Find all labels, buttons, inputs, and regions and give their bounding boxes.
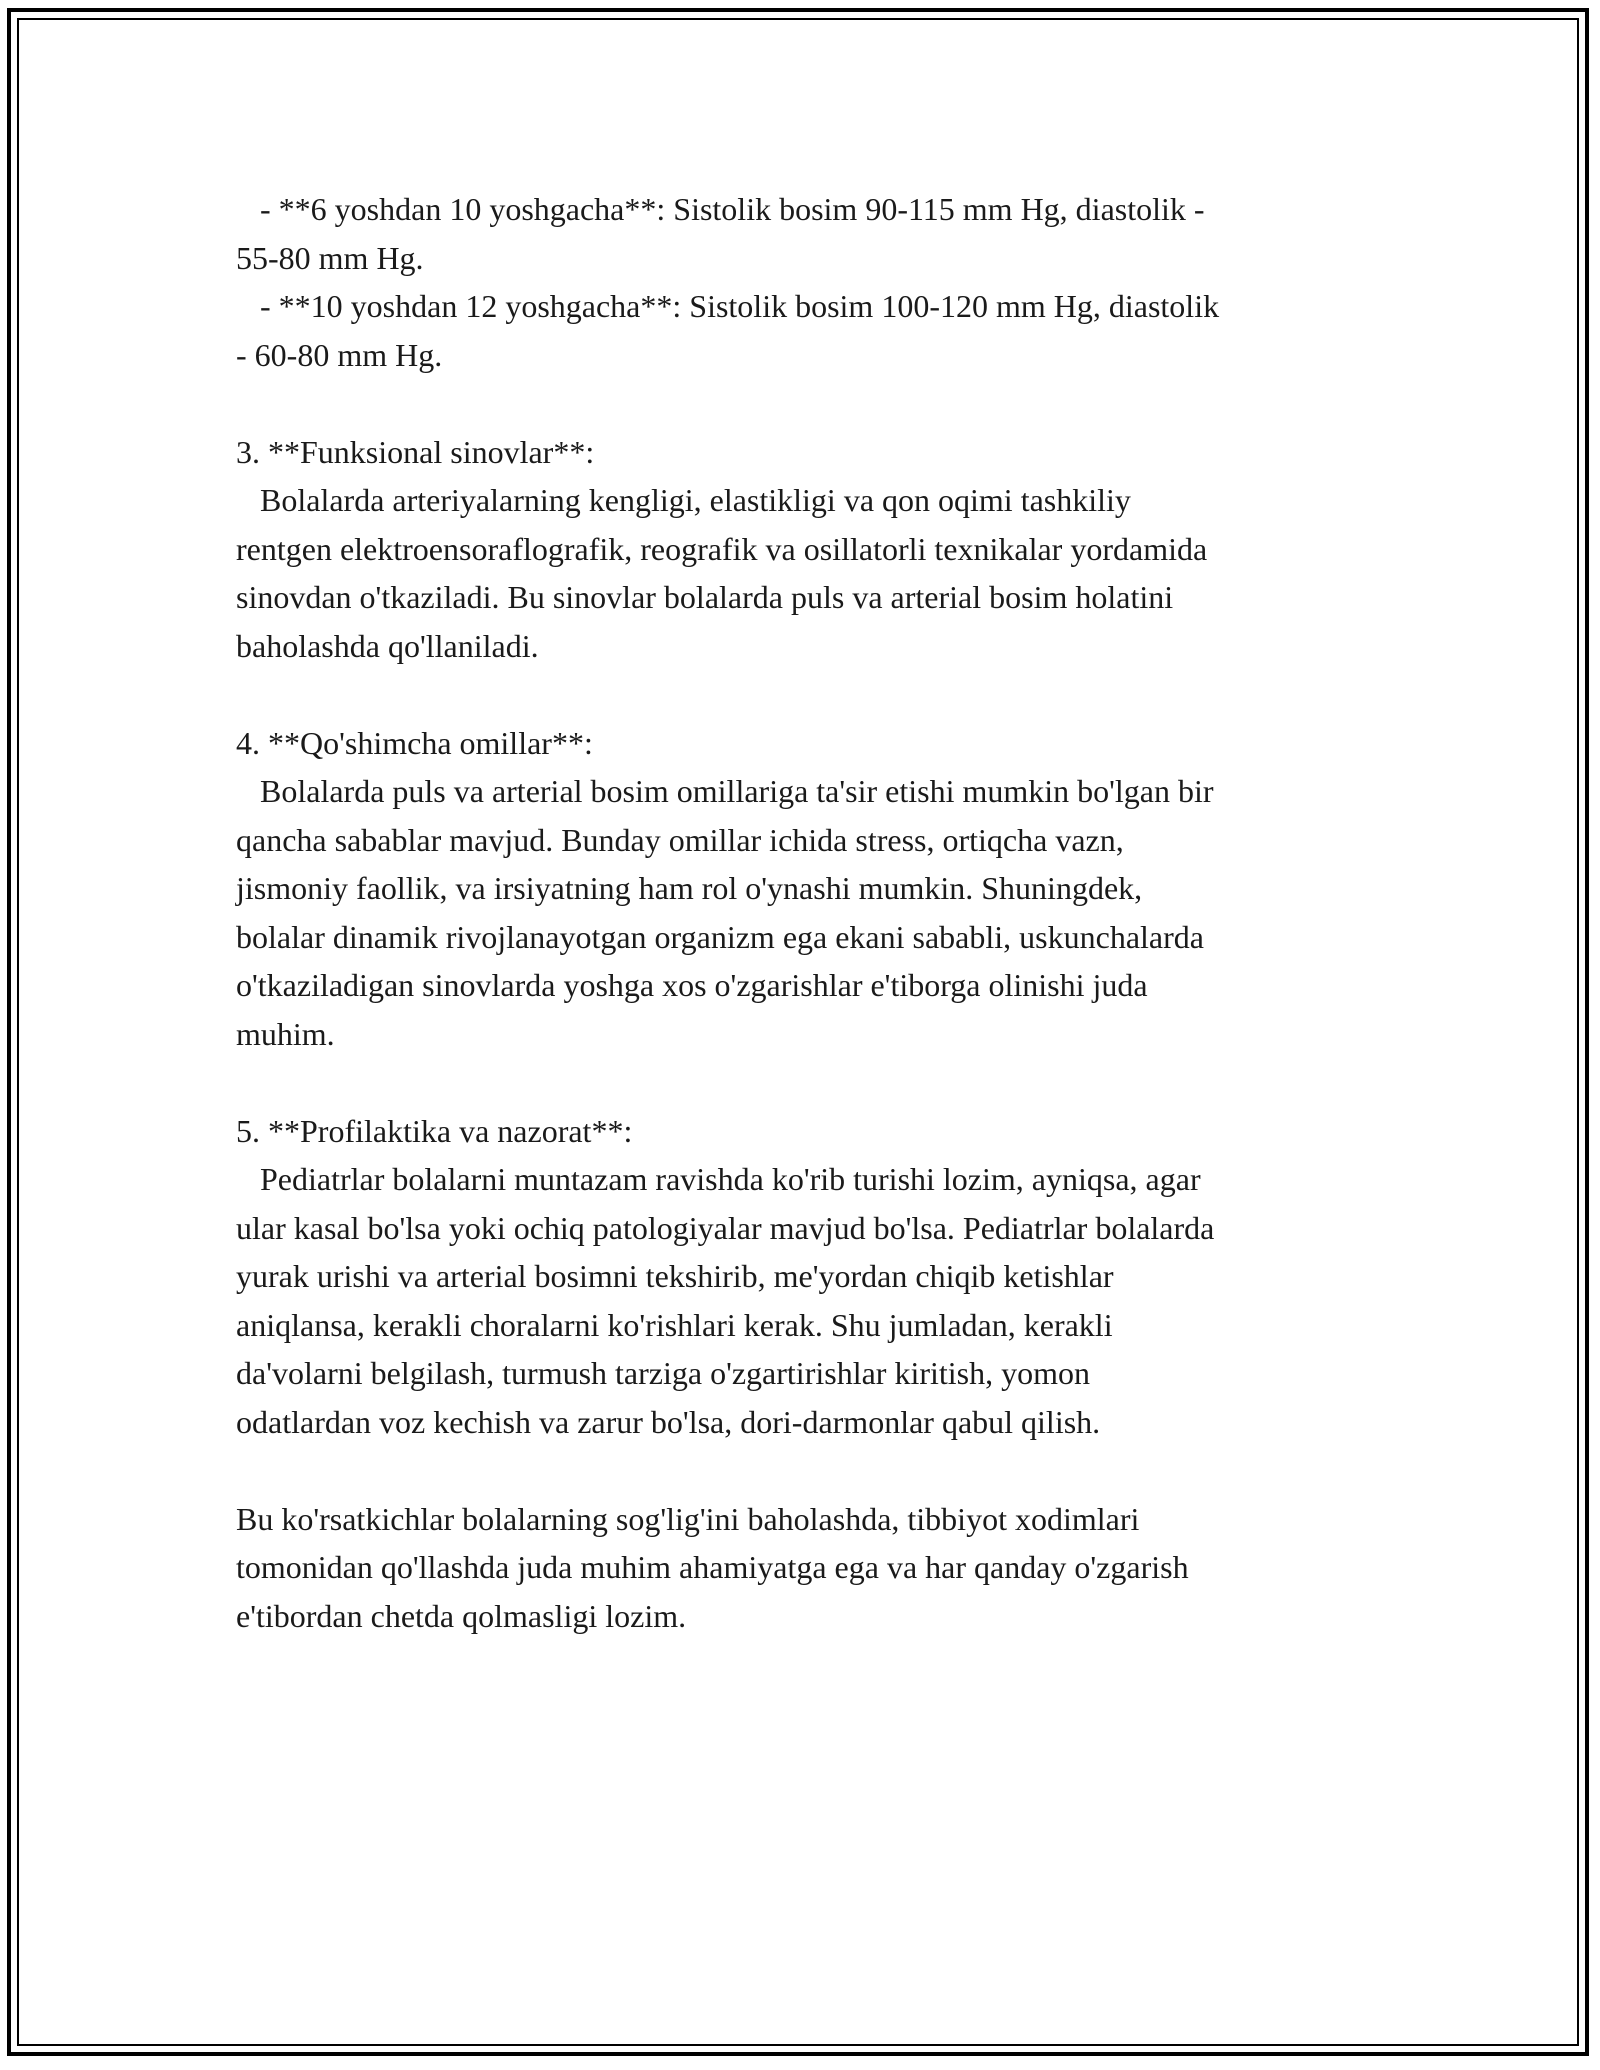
text-line: Bolalarda puls va arterial bosim omillariga ta'sir etishi mumkin bo'lgan bir (236, 773, 1214, 809)
section-profilaktika-va-nazorat (236, 1107, 1376, 1447)
conclusion-paragraph (236, 1495, 1376, 1641)
age-range-10-12 (236, 282, 1376, 379)
paragraph-gap (236, 1058, 1376, 1107)
text-line: jismoniy faollik, va irsiyatning ham rol o'ynashi mumkin. Shuningdek, (236, 870, 1143, 906)
text-line: Bolalarda arteriyalarning kengligi, elastikligi va qon oqimi tashkiliy (236, 482, 1131, 518)
text-line: da'volarni belgilash, turmush tarziga o'zgartirishlar kiritish, yomon (236, 1355, 1090, 1391)
text-line: ular kasal bo'lsa yoki ochiq patologiyalar mavjud bo'lsa. Pediatrlar bolalarda (236, 1209, 1215, 1246)
text-line: o'tkaziladigan sinovlarda yoshga xos o'zgarishlar e'tiborga olinishi juda (236, 967, 1148, 1003)
text-line: e'tibordan chetda qolmasligi lozim. (236, 1597, 687, 1634)
text-line: muhim. (236, 1015, 335, 1052)
section-heading: 4. **Qo'shimcha omillar**: (236, 724, 593, 761)
text-line: qancha sabablar mavjud. Bunday omillar ichida stress, ortiqcha vazn, (236, 821, 1124, 858)
text-line: bolalar dinamik rivojlanayotgan organizm ega ekani sababli, uskunchalarda (236, 918, 1204, 955)
text-line: Bu ko'rsatkichlar bolalarning sog'lig'ini baholashda, tibbiyot xodimlari (236, 1500, 1140, 1537)
text-line: sinovdan o'tkaziladi. Bu sinovlar bolalarda puls va arterial bosim holatini (236, 579, 1174, 615)
text-line: - 60-80 mm Hg. (236, 336, 443, 373)
paragraph-gap (236, 1446, 1376, 1495)
section-qoshimcha-omillar (236, 719, 1376, 1059)
text-line: tomonidan qo'llashda juda muhim ahamiyatga ega va har qanday o'zgarish (236, 1549, 1189, 1585)
paragraph-gap (236, 379, 1376, 428)
text-line: aniqlansa, kerakli choralarni ko'rishlari kerak. Shu jumladan, kerakli (236, 1306, 1113, 1343)
text-line: odatlardan voz kechish va zarur bo'lsa, dori-darmonlar qabul qilish. (236, 1403, 1101, 1440)
text-line: - **6 yoshdan 10 yoshgacha**: Sistolik bosim 90-115 mm Hg, diastolik - (236, 191, 1205, 227)
document-body (236, 185, 1376, 1640)
text-line: rentgen elektroensoraflografik, reografik va osillatorli texnikalar yordamida (236, 530, 1208, 567)
paragraph-gap (236, 670, 1376, 719)
section-funksional-sinovlar (236, 428, 1376, 671)
text-line: Pediatrlar bolalarni muntazam ravishda ko'rib turishi lozim, ayniqsa, agar (236, 1161, 1201, 1197)
text-line: baholashda qo'llaniladi. (236, 627, 539, 664)
section-heading: 3. **Funksional sinovlar**: (236, 433, 595, 470)
text-line: 55-80 mm Hg. (236, 239, 424, 276)
section-heading: 5. **Profilaktika va nazorat**: (236, 1112, 633, 1149)
text-line: yurak urishi va arterial bosimni tekshirib, me'yordan chiqib ketishlar (236, 1258, 1114, 1294)
age-range-6-10 (236, 185, 1376, 282)
text-line: - **10 yoshdan 12 yoshgacha**: Sistolik bosim 100-120 mm Hg, diastolik (236, 288, 1220, 324)
